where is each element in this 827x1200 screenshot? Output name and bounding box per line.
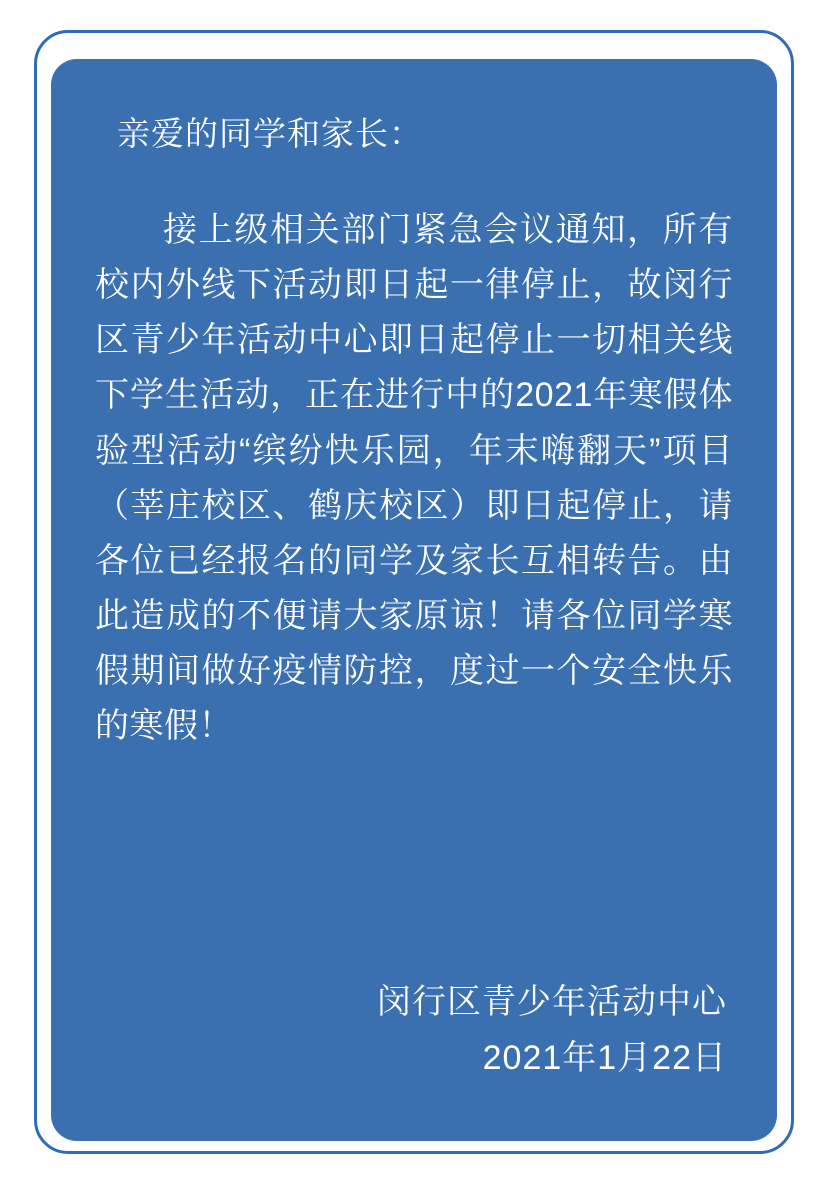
signature-organization: 闵行区青少年活动中心 bbox=[377, 983, 727, 1022]
notice-body-text: 接上级相关部门紧急会议通知，所有校内外线下活动即日起一律停止，故闵行区青少年活动中心即日起停止一切相关线下学生活动，正在进行中的2021年寒假体验型活动“缤纷快乐园，年末嗨翻天”项目（莘庄校区、鹤庆校区）即日起停止，请各位已经报名的同学及家长互相转告。由此造成的不便请大家原谅！请各位同学寒假期间做好疫情防控，度过一个安全快乐的寒假！ bbox=[95, 211, 733, 745]
signature-block bbox=[95, 978, 727, 1083]
salutation: 亲爱的同学和家长： bbox=[117, 115, 423, 152]
notice-card bbox=[51, 59, 777, 1141]
signature-date: 2021年1月22日 bbox=[482, 1038, 727, 1077]
layout-spacer bbox=[95, 754, 733, 978]
